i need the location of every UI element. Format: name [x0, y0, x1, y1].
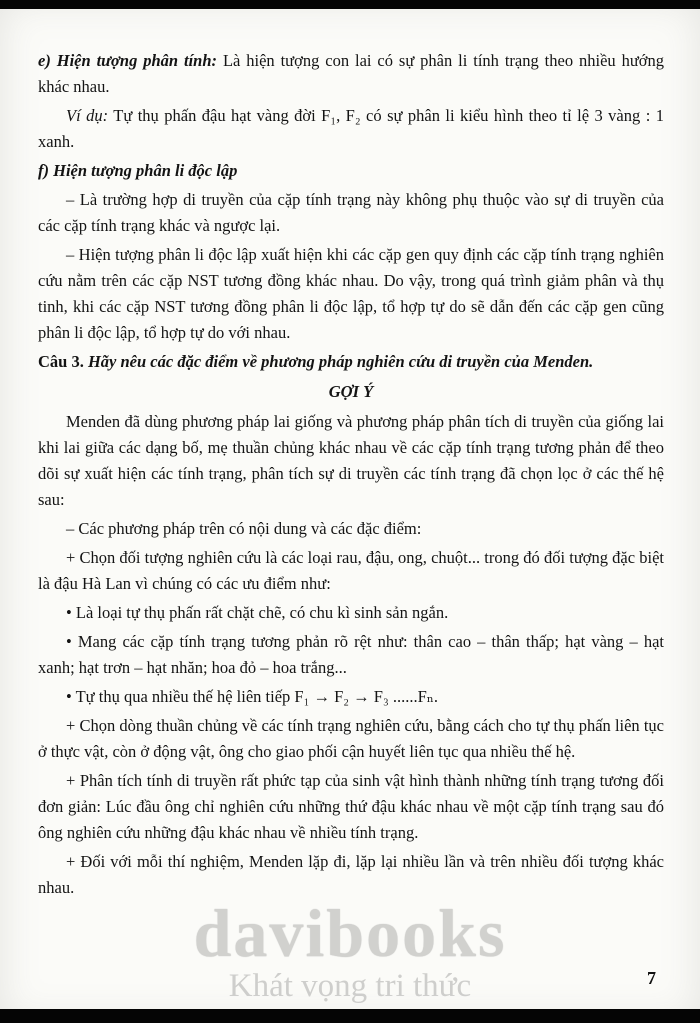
paragraph-body: – Hiện tượng phân li độc lập xuất hiện khi các cặp gen quy định các cặp tính trạng nghiên cứu nằm trên các cặp NST tương đồng khác nhau. Do vậy, trong quá trình giảm phân và thụ tinh, khi các cặp NST tương đồng phân li độc lập, tổ hợp tự do sẽ dẫn đến các cặp gen cũng phân li độc lập, tổ hợp tự do với nhau. [38, 245, 664, 342]
bullet-tu-thu-phan [38, 600, 664, 626]
paragraph-plus-doi-tuong [38, 545, 664, 597]
paragraph-body: • Tự thụ qua nhiều thế hệ liên tiếp F₁ → F₂ → F₃ ......Fₙ. [66, 687, 439, 706]
bullet-tinh-trang-tuong-phan [38, 629, 664, 681]
paragraph-body: + Đối với mỗi thí nghiệm, Menden lặp đi, lặp lại nhiều lần và trên nhiều đối tượng khác nhau. [38, 852, 664, 897]
heading-text: f) Hiện tượng phân li độc lập [38, 161, 238, 180]
heading-text: GỢI Ý [328, 382, 374, 401]
paragraph-e-phan-tinh [38, 48, 664, 100]
paragraph-plus-phan-tich [38, 768, 664, 846]
paragraph-vi-du [38, 103, 664, 155]
paragraph-body: + Chọn dòng thuần chủng về các tính trạng nghiên cứu, bằng cách cho tự thụ phấn liên tục ở thực vật, còn ở động vật, ông cho giao phối cận huyết liên tục qua nhiều thế hệ. [38, 716, 664, 761]
bullet-the-he-lien-tiep [38, 684, 664, 710]
paragraph-body: Tự thụ phấn đậu hạt vàng đời F₁, F₂ có sự phân li kiểu hình theo tỉ lệ 3 vàng : 1 xanh. [38, 106, 664, 151]
paragraph-body: Menden đã dùng phương pháp lai giống và phương pháp phân tích di truyền của giống lai khi lai giữa các dạng bố, mẹ thuần chủng khác nhau về các cặp tính trạng tương phản để theo dõi sự xuất hiện các tính trạng, phân tích sự di truyền các tính trạng đã chọn lọc ở các thế hệ sau: [38, 412, 664, 509]
page-text-content [38, 48, 664, 904]
watermark-slogan: Khát vọng tri thức [228, 968, 472, 1004]
paragraph-dash-cac-phuong-phap [38, 516, 664, 542]
paragraph-plus-dong-thuan-chung [38, 713, 664, 765]
paragraph-lead: Ví dụ: [66, 106, 109, 125]
paragraph-body: Là hiện tượng con lai có sự phân li tính trạng theo nhiều hướng khác nhau. [38, 51, 664, 96]
heading-f-phan-li-doc-lap [38, 158, 664, 184]
paragraph-body: + Chọn đối tượng nghiên cứu là các loại rau, đậu, ong, chuột... trong đó đối tượng đặc biệt là đậu Hà Lan vì chúng có các ưu điểm như: [38, 548, 664, 593]
watermark-brand: davibooks [193, 895, 507, 971]
question-cau-3 [38, 349, 664, 375]
paragraph-lead: e) Hiện tượng phân tính: [38, 51, 218, 70]
watermark [0, 895, 700, 1005]
paragraph-dash-hien-tuong [38, 242, 664, 346]
question-number: Câu 3. [38, 352, 84, 371]
scan-edge-bottom [0, 1009, 700, 1023]
paragraph-body: – Các phương pháp trên có nội dung và các đặc điểm: [66, 519, 422, 538]
paragraph-body: • Mang các cặp tính trạng tương phản rõ rệt như: thân cao – thân thấp; hạt vàng – hạt xanh; hạt trơn – hạt nhăn; hoa đỏ – hoa trắng... [38, 632, 664, 677]
paragraph-menden-method [38, 409, 664, 513]
paragraph-body: • Là loại tự thụ phấn rất chặt chẽ, có chu kì sinh sản ngắn. [66, 603, 449, 622]
paragraph-body: + Phân tích tính di truyền rất phức tạp của sinh vật hình thành những tính trạng tương đối đơn giản: Lúc đầu ông chỉ nghiên cứu những thứ đậu khác nhau về một cặp tính trạng sau đó ông nghiên cứu những đậu khác nhau về nhiều tính trạng. [38, 771, 664, 842]
heading-goi-y [38, 379, 664, 405]
paragraph-body: – Là trường hợp di truyền của cặp tính trạng này không phụ thuộc vào sự di truyền của các cặp tính trạng khác và ngược lại. [38, 190, 664, 235]
scan-edge-top [0, 0, 700, 9]
page-number: 7 [647, 968, 656, 988]
paragraph-dash-truong-hop [38, 187, 664, 239]
question-text: Hãy nêu các đặc điểm về phương pháp nghiên cứu di truyền của Menden. [83, 352, 594, 371]
paragraph-plus-thi-nghiem [38, 849, 664, 901]
